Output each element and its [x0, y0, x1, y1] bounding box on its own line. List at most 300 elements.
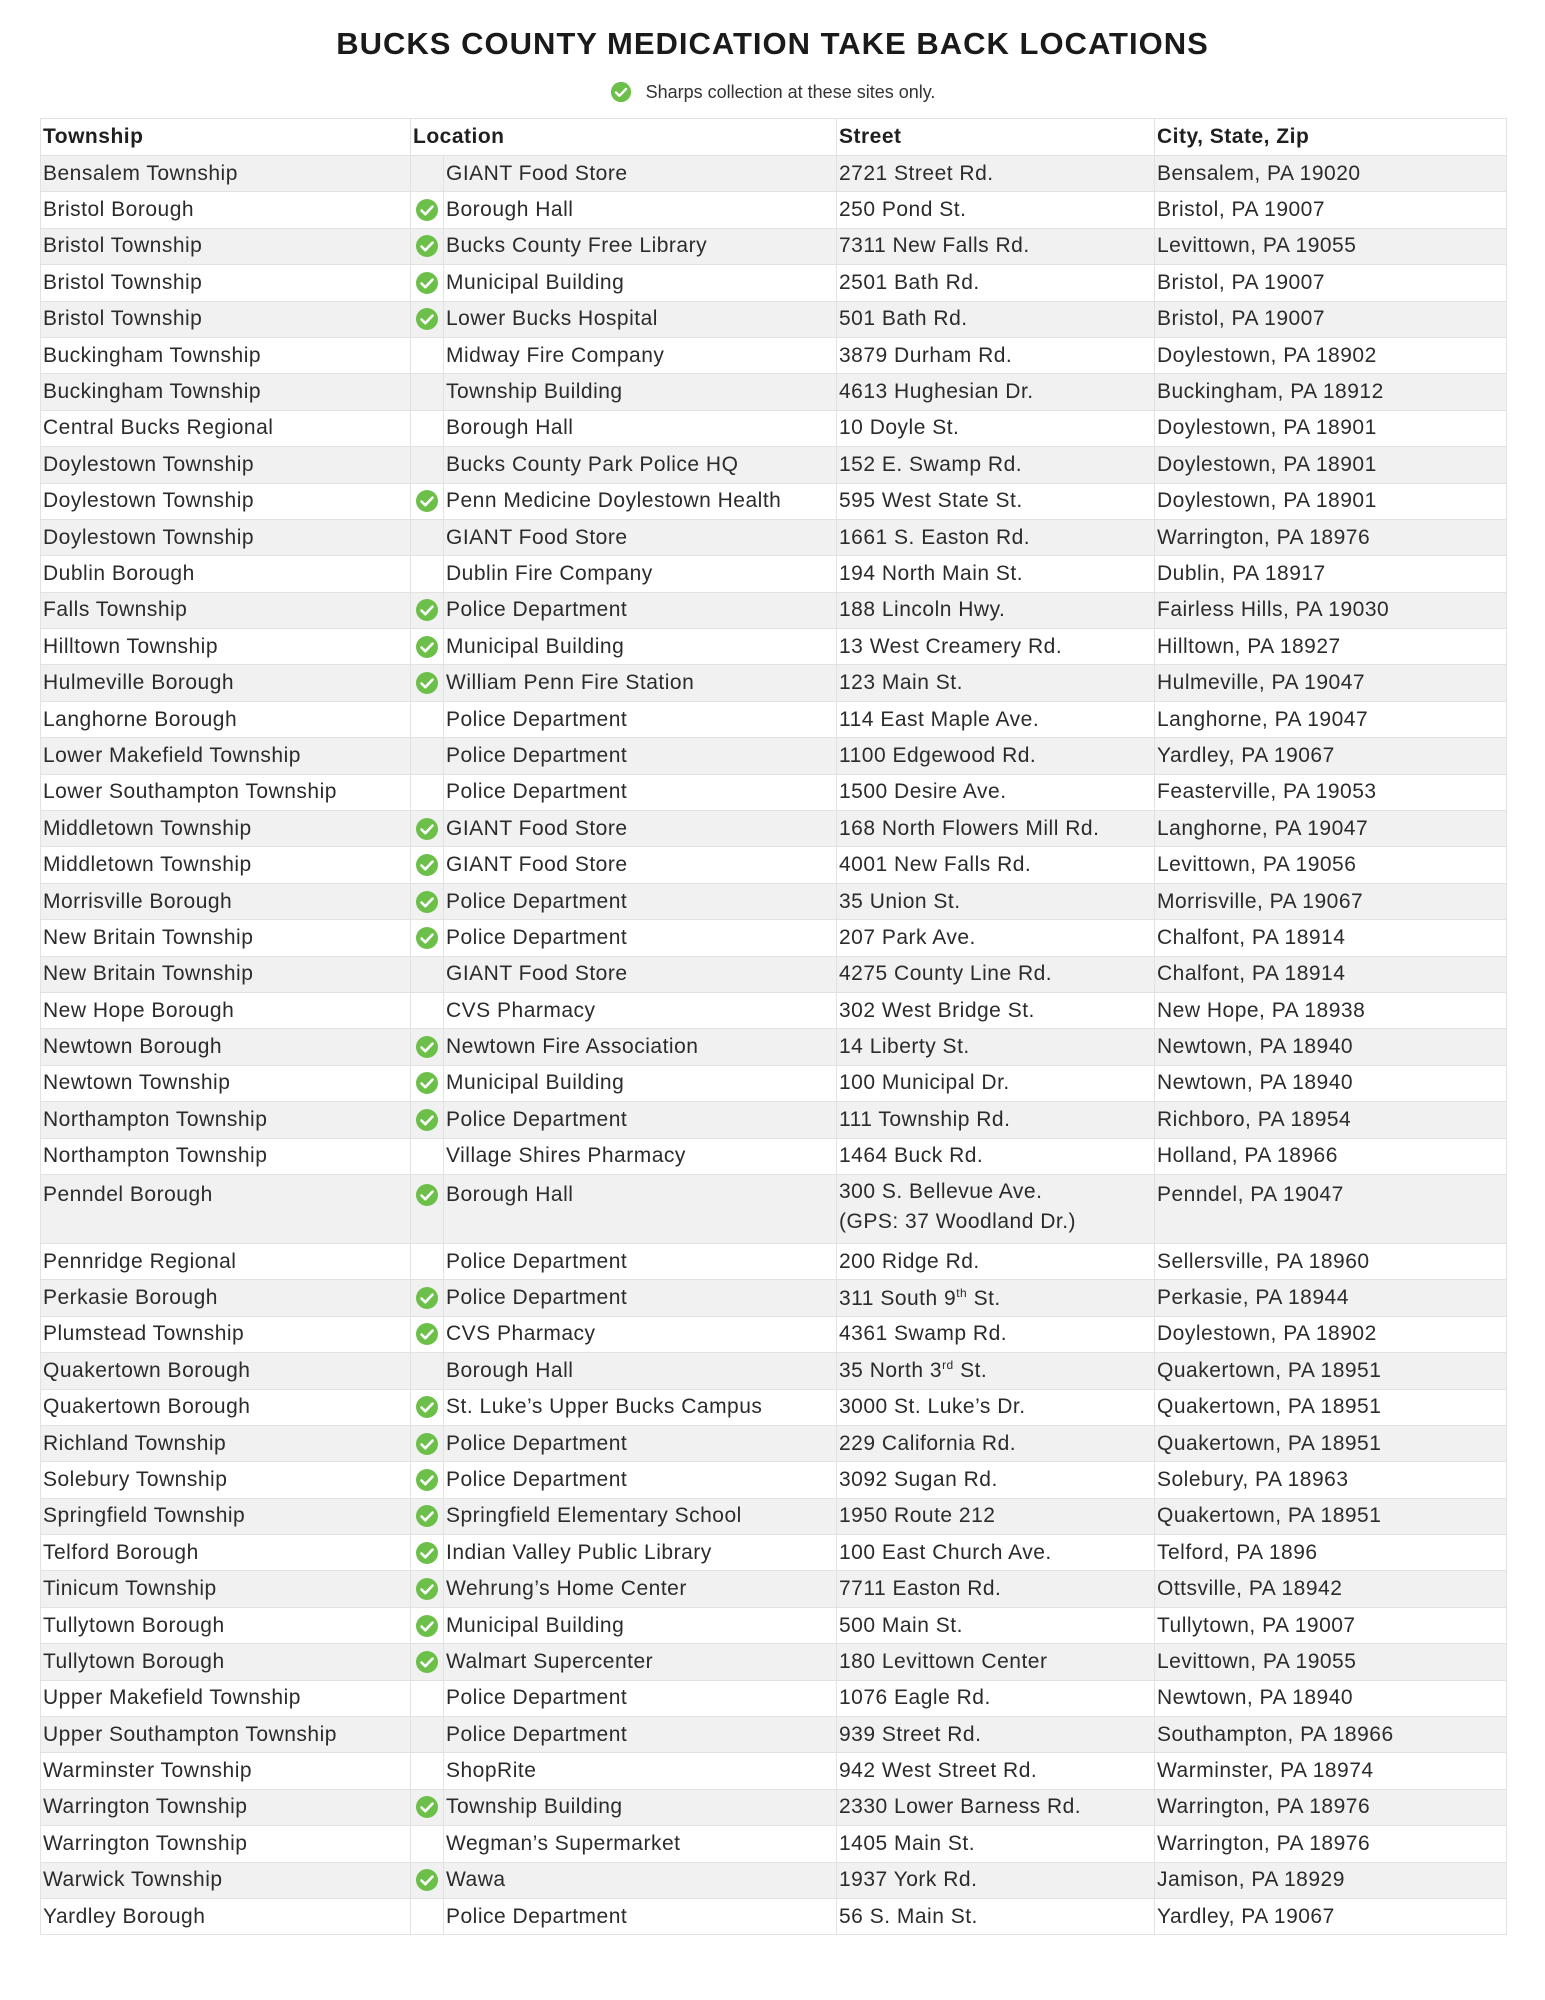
table-row: [41, 774, 1507, 810]
column-header-location: Location: [411, 119, 837, 156]
check-circle-icon: [415, 671, 439, 695]
location-cell: Township Building: [444, 1789, 837, 1825]
street-text: 13 West Creamery Rd.: [839, 634, 1063, 658]
street-text: 1661 S. Easton Rd.: [839, 525, 1031, 549]
table-row: [41, 1102, 1507, 1138]
table-row: [41, 1462, 1507, 1498]
street-cell: [837, 1898, 1155, 1934]
street-text: 501 Bath Rd.: [839, 307, 968, 331]
location-cell: Walmart Supercenter: [444, 1644, 837, 1680]
street-text: 207 Park Ave.: [839, 925, 976, 949]
street-cell: [837, 301, 1155, 337]
table-row: [41, 1571, 1507, 1607]
location-cell: GIANT Food Store: [444, 847, 837, 883]
street-text: 595 West State St.: [839, 489, 1023, 513]
table-row: [41, 1717, 1507, 1753]
sharps-indicator-cell: [411, 1462, 444, 1498]
street-cell: [837, 556, 1155, 592]
street-cell: [837, 1789, 1155, 1825]
check-circle-icon: [415, 853, 439, 877]
street-text: 10 Doyle St.: [839, 416, 960, 440]
street-cell: [837, 1826, 1155, 1862]
township-cell: Dublin Borough: [41, 556, 411, 592]
location-cell: Wawa: [444, 1862, 837, 1898]
township-cell: Falls Township: [41, 592, 411, 628]
township-cell: New Britain Township: [41, 956, 411, 992]
sharps-indicator-cell: [411, 1243, 444, 1279]
table-row: [41, 811, 1507, 847]
city-state-zip-cell: Warminster, PA 18974: [1155, 1753, 1507, 1789]
check-circle-icon: [415, 1108, 439, 1132]
township-cell: Warminster Township: [41, 1753, 411, 1789]
check-circle-icon: [415, 198, 439, 222]
check-circle-icon: [415, 1795, 439, 1819]
location-cell: Police Department: [444, 1280, 837, 1316]
sharps-indicator-cell: [411, 1535, 444, 1571]
city-state-zip-cell: Tullytown, PA 19007: [1155, 1607, 1507, 1643]
city-state-zip-cell: Ottsville, PA 18942: [1155, 1571, 1507, 1607]
city-state-zip-cell: Levittown, PA 19056: [1155, 847, 1507, 883]
sharps-indicator-cell: [411, 228, 444, 264]
sharps-indicator-cell: [411, 337, 444, 373]
street-text: 2501 Bath Rd.: [839, 270, 980, 294]
street-cell: [837, 1389, 1155, 1425]
sharps-indicator-cell: [411, 1571, 444, 1607]
locations-table: [40, 118, 1507, 1935]
table-row: [41, 883, 1507, 919]
table-row: [41, 228, 1507, 264]
location-cell: Borough Hall: [444, 1353, 837, 1389]
table-row: [41, 1425, 1507, 1461]
street-text: 939 Street Rd.: [839, 1722, 982, 1746]
township-cell: Doylestown Township: [41, 519, 411, 555]
city-state-zip-cell: Southampton, PA 18966: [1155, 1717, 1507, 1753]
township-cell: Solebury Township: [41, 1462, 411, 1498]
street-cell: [837, 1498, 1155, 1534]
street-cell: [837, 192, 1155, 228]
street-cell: [837, 1607, 1155, 1643]
township-cell: Bristol Township: [41, 265, 411, 301]
sharps-indicator-cell: [411, 1826, 444, 1862]
sharps-indicator-cell: [411, 1644, 444, 1680]
township-cell: Richland Township: [41, 1425, 411, 1461]
table-row: [41, 265, 1507, 301]
location-cell: Lower Bucks Hospital: [444, 301, 837, 337]
township-cell: Northampton Township: [41, 1102, 411, 1138]
township-cell: New Hope Borough: [41, 992, 411, 1028]
city-state-zip-cell: Levittown, PA 19055: [1155, 1644, 1507, 1680]
street-cell: [837, 1571, 1155, 1607]
street-cell: [837, 811, 1155, 847]
table-row: [41, 738, 1507, 774]
township-cell: Northampton Township: [41, 1138, 411, 1174]
street-cell: [837, 228, 1155, 264]
city-state-zip-cell: Yardley, PA 19067: [1155, 738, 1507, 774]
city-state-zip-cell: Telford, PA 1896: [1155, 1535, 1507, 1571]
township-cell: Warrington Township: [41, 1789, 411, 1825]
location-cell: Township Building: [444, 374, 837, 410]
street-text: 7311 New Falls Rd.: [839, 234, 1030, 258]
street-cell: [837, 1174, 1155, 1243]
city-state-zip-cell: Chalfont, PA 18914: [1155, 956, 1507, 992]
township-cell: Hilltown Township: [41, 629, 411, 665]
sharps-indicator-cell: [411, 1862, 444, 1898]
street-text: 250 Pond St.: [839, 198, 967, 222]
street-text: 4275 County Line Rd.: [839, 962, 1053, 986]
table-row: [41, 1535, 1507, 1571]
city-state-zip-cell: Bensalem, PA 19020: [1155, 156, 1507, 192]
sharps-indicator-cell: [411, 1138, 444, 1174]
location-cell: Police Department: [444, 1243, 837, 1279]
street-text: 942 West Street Rd.: [839, 1759, 1038, 1783]
township-cell: Springfield Township: [41, 1498, 411, 1534]
city-state-zip-cell: Hulmeville, PA 19047: [1155, 665, 1507, 701]
sharps-indicator-cell: [411, 701, 444, 737]
sharps-indicator-cell: [411, 156, 444, 192]
city-state-zip-cell: Quakertown, PA 18951: [1155, 1425, 1507, 1461]
street-cell: [837, 1316, 1155, 1352]
city-state-zip-cell: Langhorne, PA 19047: [1155, 701, 1507, 737]
street-text: 14 Liberty St.: [839, 1035, 970, 1059]
township-cell: Penndel Borough: [41, 1174, 411, 1243]
township-cell: New Britain Township: [41, 920, 411, 956]
township-cell: Quakertown Borough: [41, 1389, 411, 1425]
street-suffix: St.: [967, 1286, 1001, 1310]
township-cell: Lower Southampton Township: [41, 774, 411, 810]
sharps-indicator-cell: [411, 1898, 444, 1934]
table-row: [41, 1174, 1507, 1243]
sharps-indicator-cell: [411, 1607, 444, 1643]
table-row: [41, 1607, 1507, 1643]
check-circle-icon: [415, 1468, 439, 1492]
sharps-indicator-cell: [411, 1316, 444, 1352]
table-row: [41, 920, 1507, 956]
ordinal-suffix: rd: [942, 1358, 954, 1373]
township-cell: Tinicum Township: [41, 1571, 411, 1607]
sharps-indicator-cell: [411, 483, 444, 519]
sharps-indicator-cell: [411, 883, 444, 919]
street-cell: [837, 1425, 1155, 1461]
street-text: 100 East Church Ave.: [839, 1540, 1052, 1564]
table-row: [41, 483, 1507, 519]
street-text: 194 North Main St.: [839, 561, 1024, 585]
sharps-indicator-cell: [411, 629, 444, 665]
township-cell: Buckingham Township: [41, 337, 411, 373]
sharps-indicator-cell: [411, 556, 444, 592]
check-circle-icon: [415, 1183, 439, 1207]
street-cell: [837, 1862, 1155, 1898]
street-number: 311 South 9: [839, 1286, 957, 1310]
street-cell: [837, 1065, 1155, 1101]
sharps-indicator-cell: [411, 1102, 444, 1138]
street-text: 114 East Maple Ave.: [839, 707, 1040, 731]
check-circle-icon: [415, 817, 439, 841]
table-row: [41, 519, 1507, 555]
location-cell: Police Department: [444, 592, 837, 628]
table-row: [41, 301, 1507, 337]
street-cell: [837, 920, 1155, 956]
location-cell: Police Department: [444, 1680, 837, 1716]
sharps-indicator-cell: [411, 1174, 444, 1243]
location-cell: Bucks County Free Library: [444, 228, 837, 264]
check-circle-icon: [610, 81, 632, 103]
township-cell: Yardley Borough: [41, 1898, 411, 1934]
location-cell: Municipal Building: [444, 1065, 837, 1101]
table-row: [41, 1826, 1507, 1862]
legend-text: Sharps collection at these sites only.: [645, 81, 936, 102]
check-circle-icon: [415, 1577, 439, 1601]
sharps-indicator-cell: [411, 1425, 444, 1461]
table-row: [41, 447, 1507, 483]
street-cell: [837, 629, 1155, 665]
city-state-zip-cell: New Hope, PA 18938: [1155, 992, 1507, 1028]
street-cell: [837, 1644, 1155, 1680]
city-state-zip-cell: Fairless Hills, PA 19030: [1155, 592, 1507, 628]
street-line-1: 300 S. Bellevue Ave.: [839, 1179, 1043, 1203]
location-cell: Borough Hall: [444, 1174, 837, 1243]
location-cell: Municipal Building: [444, 265, 837, 301]
sharps-indicator-cell: [411, 1680, 444, 1716]
legend: [0, 81, 1545, 103]
table-row: [41, 1644, 1507, 1680]
township-cell: Langhorne Borough: [41, 701, 411, 737]
street-cell: [837, 956, 1155, 992]
city-state-zip-cell: Bristol, PA 19007: [1155, 192, 1507, 228]
city-state-zip-cell: Perkasie, PA 18944: [1155, 1280, 1507, 1316]
city-state-zip-cell: Yardley, PA 19067: [1155, 1898, 1507, 1934]
check-circle-icon: [415, 1035, 439, 1059]
township-cell: Central Bucks Regional: [41, 410, 411, 446]
sharps-indicator-cell: [411, 1353, 444, 1389]
city-state-zip-cell: Dublin, PA 18917: [1155, 556, 1507, 592]
city-state-zip-cell: Langhorne, PA 19047: [1155, 811, 1507, 847]
check-circle-icon: [415, 1071, 439, 1095]
page-title: BUCKS COUNTY MEDICATION TAKE BACK LOCATIONS: [336, 26, 1209, 61]
location-cell: GIANT Food Store: [444, 956, 837, 992]
check-circle-icon: [415, 890, 439, 914]
street-cell: [837, 1535, 1155, 1571]
table-row: [41, 192, 1507, 228]
table-row: [41, 1789, 1507, 1825]
street-text: 3092 Sugan Rd.: [839, 1467, 998, 1491]
location-cell: Wehrung’s Home Center: [444, 1571, 837, 1607]
check-circle-icon: [415, 635, 439, 659]
location-cell: St. Luke’s Upper Bucks Campus: [444, 1389, 837, 1425]
street-text: 3000 St. Luke’s Dr.: [839, 1395, 1026, 1419]
location-cell: Newtown Fire Association: [444, 1029, 837, 1065]
table-row: [41, 156, 1507, 192]
location-cell: Municipal Building: [444, 1607, 837, 1643]
street-text: 3879 Durham Rd.: [839, 343, 1013, 367]
location-cell: Borough Hall: [444, 410, 837, 446]
street-cell: [837, 447, 1155, 483]
city-state-zip-cell: Warrington, PA 18976: [1155, 1789, 1507, 1825]
table-row: [41, 1898, 1507, 1934]
city-state-zip-cell: Doylestown, PA 18902: [1155, 1316, 1507, 1352]
street-text: 1100 Edgewood Rd.: [839, 743, 1037, 767]
city-state-zip-cell: Chalfont, PA 18914: [1155, 920, 1507, 956]
check-circle-icon: [415, 1286, 439, 1310]
city-state-zip-cell: Bristol, PA 19007: [1155, 265, 1507, 301]
table-row: [41, 337, 1507, 373]
street-cell: [837, 665, 1155, 701]
sharps-indicator-cell: [411, 847, 444, 883]
street-text: 168 North Flowers Mill Rd.: [839, 816, 1100, 840]
city-state-zip-cell: Sellersville, PA 18960: [1155, 1243, 1507, 1279]
check-circle-icon: [415, 489, 439, 513]
table-body: [41, 156, 1507, 1935]
township-cell: Quakertown Borough: [41, 1353, 411, 1389]
street-text: 188 Lincoln Hwy.: [839, 598, 1006, 622]
city-state-zip-cell: Feasterville, PA 19053: [1155, 774, 1507, 810]
street-cell: [837, 1462, 1155, 1498]
sharps-indicator-cell: [411, 774, 444, 810]
township-cell: Middletown Township: [41, 847, 411, 883]
township-cell: Telford Borough: [41, 1535, 411, 1571]
location-cell: GIANT Food Store: [444, 156, 837, 192]
location-cell: Police Department: [444, 701, 837, 737]
table-row: [41, 1243, 1507, 1279]
table-row: [41, 1353, 1507, 1389]
sharps-indicator-cell: [411, 265, 444, 301]
sharps-indicator-cell: [411, 1029, 444, 1065]
city-state-zip-cell: Warrington, PA 18976: [1155, 519, 1507, 555]
township-cell: Bristol Borough: [41, 192, 411, 228]
street-text: 7711 Easton Rd.: [839, 1577, 1002, 1601]
sharps-indicator-cell: [411, 1753, 444, 1789]
location-cell: Municipal Building: [444, 629, 837, 665]
check-circle-icon: [415, 1504, 439, 1528]
street-cell: [837, 337, 1155, 373]
street-cell: [837, 1717, 1155, 1753]
column-header-street: Street: [837, 119, 1155, 156]
township-cell: Hulmeville Borough: [41, 665, 411, 701]
street-cell: [837, 992, 1155, 1028]
city-state-zip-cell: Quakertown, PA 18951: [1155, 1498, 1507, 1534]
sharps-indicator-cell: [411, 192, 444, 228]
sharps-indicator-cell: [411, 1498, 444, 1534]
sharps-indicator-cell: [411, 811, 444, 847]
city-state-zip-cell: Newtown, PA 18940: [1155, 1065, 1507, 1101]
table-row: [41, 1753, 1507, 1789]
column-header-city: City, State, Zip: [1155, 119, 1507, 156]
table-row: [41, 992, 1507, 1028]
check-circle-icon: [415, 1541, 439, 1565]
township-cell: Doylestown Township: [41, 483, 411, 519]
street-cell: [837, 410, 1155, 446]
check-circle-icon: [415, 1650, 439, 1674]
street-text: 1464 Buck Rd.: [839, 1144, 984, 1168]
sharps-indicator-cell: [411, 519, 444, 555]
sharps-indicator-cell: [411, 665, 444, 701]
township-cell: Tullytown Borough: [41, 1644, 411, 1680]
street-cell: [837, 265, 1155, 301]
check-circle-icon: [415, 234, 439, 258]
street-cell: [837, 1753, 1155, 1789]
street-text: 229 California Rd.: [839, 1431, 1017, 1455]
location-cell: CVS Pharmacy: [444, 992, 837, 1028]
location-cell: Wegman’s Supermarket: [444, 1826, 837, 1862]
city-state-zip-cell: Jamison, PA 18929: [1155, 1862, 1507, 1898]
location-cell: Police Department: [444, 774, 837, 810]
township-cell: Bristol Township: [41, 301, 411, 337]
sharps-indicator-cell: [411, 1789, 444, 1825]
location-cell: Police Department: [444, 883, 837, 919]
city-state-zip-cell: Morrisville, PA 19067: [1155, 883, 1507, 919]
location-cell: GIANT Food Store: [444, 811, 837, 847]
table-row: [41, 956, 1507, 992]
check-circle-icon: [415, 1322, 439, 1346]
table-row: [41, 847, 1507, 883]
table-row: [41, 1138, 1507, 1174]
township-cell: Tullytown Borough: [41, 1607, 411, 1643]
table-row: [41, 1280, 1507, 1316]
street-cell: [837, 519, 1155, 555]
table-row: [41, 374, 1507, 410]
city-state-zip-cell: Quakertown, PA 18951: [1155, 1353, 1507, 1389]
street-text: 1950 Route 212: [839, 1504, 996, 1528]
street-text: 4001 New Falls Rd.: [839, 853, 1032, 877]
township-cell: Perkasie Borough: [41, 1280, 411, 1316]
check-circle-icon: [415, 1614, 439, 1638]
table-row: [41, 1065, 1507, 1101]
township-cell: Upper Southampton Township: [41, 1717, 411, 1753]
table-row: [41, 1498, 1507, 1534]
city-state-zip-cell: Levittown, PA 19055: [1155, 228, 1507, 264]
street-text: 500 Main St.: [839, 1613, 963, 1637]
sharps-indicator-cell: [411, 1065, 444, 1101]
column-header-township: Township: [41, 119, 411, 156]
check-circle-icon: [415, 926, 439, 950]
location-cell: Springfield Elementary School: [444, 1498, 837, 1534]
table-row: [41, 410, 1507, 446]
location-cell: Police Department: [444, 920, 837, 956]
location-cell: Penn Medicine Doylestown Health: [444, 483, 837, 519]
location-cell: William Penn Fire Station: [444, 665, 837, 701]
sharps-indicator-cell: [411, 592, 444, 628]
township-cell: Morrisville Borough: [41, 883, 411, 919]
location-cell: Village Shires Pharmacy: [444, 1138, 837, 1174]
table-row: [41, 1862, 1507, 1898]
table-row: [41, 1316, 1507, 1352]
location-cell: Borough Hall: [444, 192, 837, 228]
street-cell: [837, 1029, 1155, 1065]
city-state-zip-cell: Newtown, PA 18940: [1155, 1029, 1507, 1065]
sharps-indicator-cell: [411, 1717, 444, 1753]
township-cell: Plumstead Township: [41, 1316, 411, 1352]
township-cell: Warwick Township: [41, 1862, 411, 1898]
street-number: 35 North 3: [839, 1359, 943, 1383]
street-text: 2721 Street Rd.: [839, 161, 994, 185]
city-state-zip-cell: Penndel, PA 19047: [1155, 1174, 1507, 1243]
street-suffix: St.: [953, 1359, 988, 1383]
location-cell: Police Department: [444, 738, 837, 774]
table-row: [41, 556, 1507, 592]
township-cell: Middletown Township: [41, 811, 411, 847]
city-state-zip-cell: Newtown, PA 18940: [1155, 1680, 1507, 1716]
city-state-zip-cell: Quakertown, PA 18951: [1155, 1389, 1507, 1425]
street-cell: [837, 847, 1155, 883]
street-text: 100 Municipal Dr.: [839, 1071, 1010, 1095]
street-cell: [837, 701, 1155, 737]
city-state-zip-cell: Doylestown, PA 18901: [1155, 483, 1507, 519]
location-cell: GIANT Food Store: [444, 519, 837, 555]
table-row: [41, 1389, 1507, 1425]
city-state-zip-cell: Richboro, PA 18954: [1155, 1102, 1507, 1138]
sharps-indicator-cell: [411, 301, 444, 337]
ordinal-suffix: th: [956, 1285, 968, 1300]
city-state-zip-cell: Doylestown, PA 18902: [1155, 337, 1507, 373]
